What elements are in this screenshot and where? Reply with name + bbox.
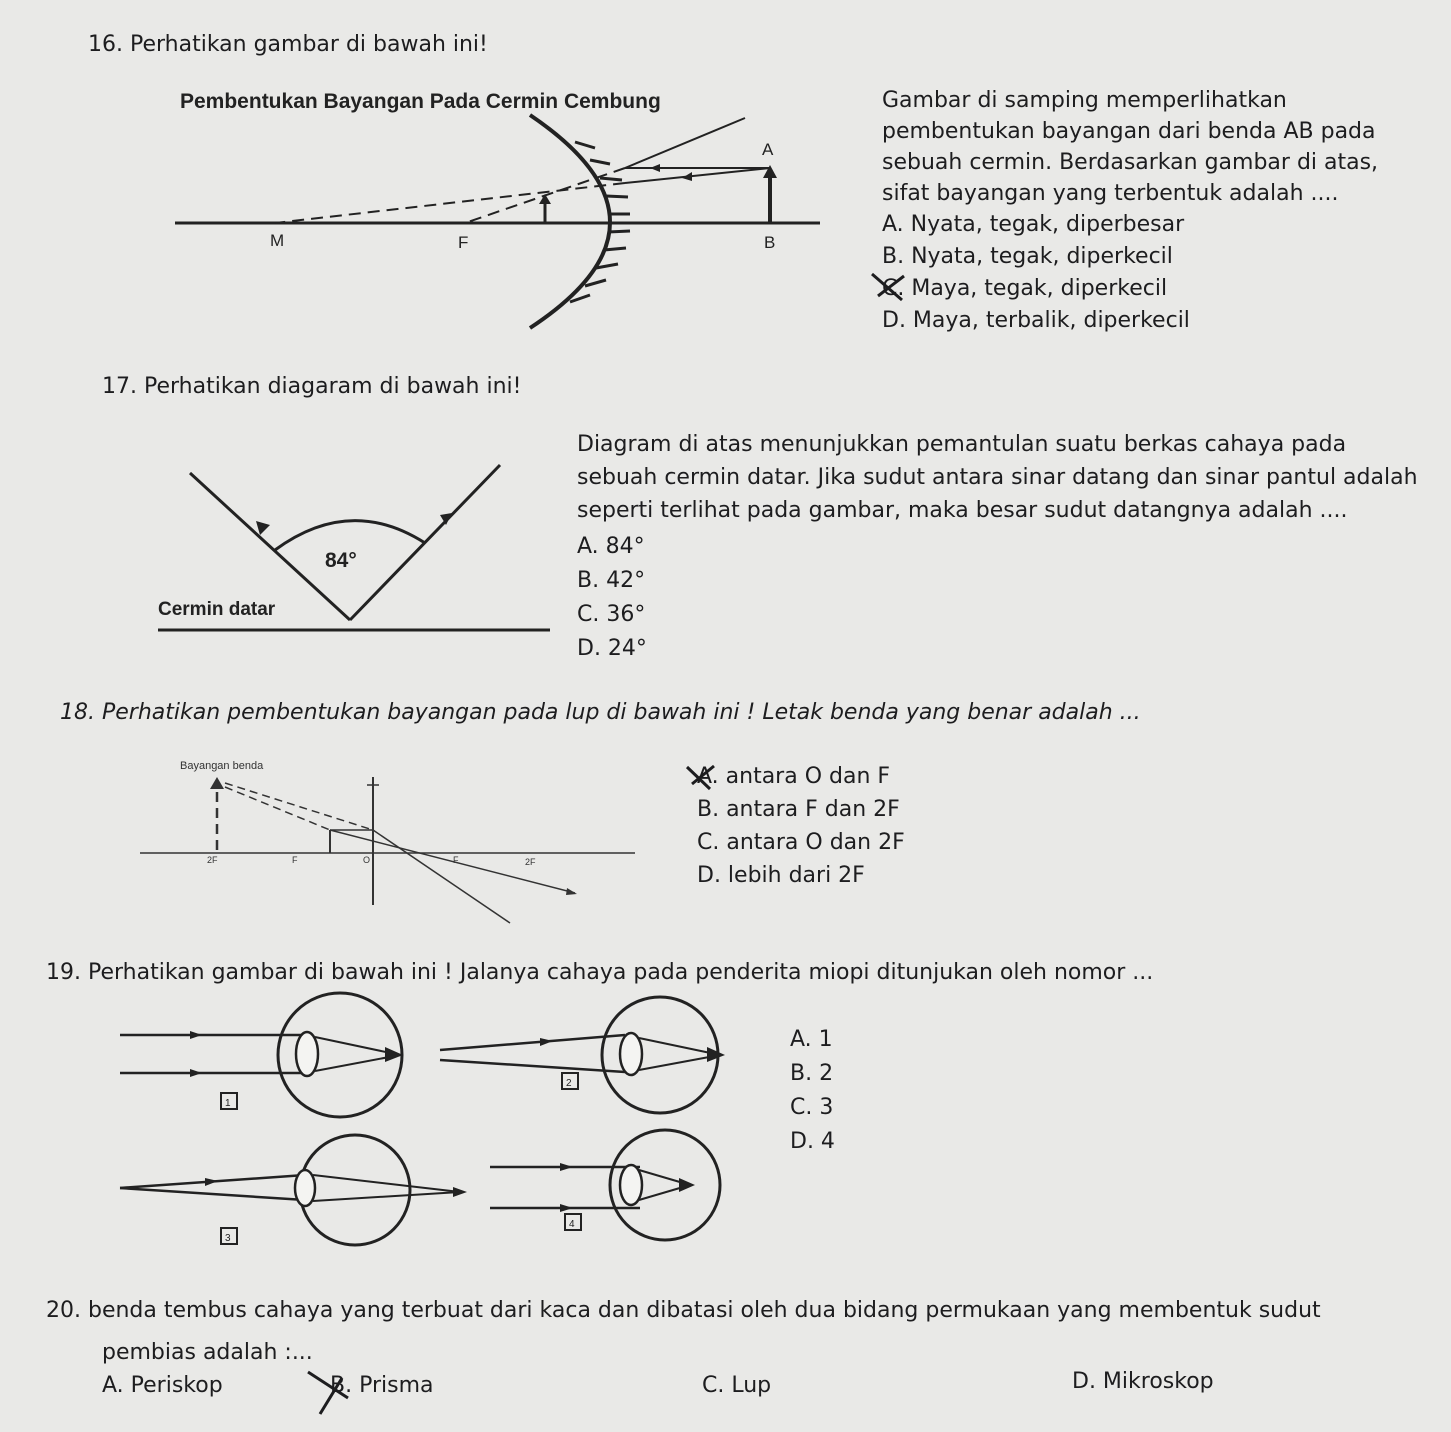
q16-paragraph-line-3: sebuah cermin. Berdasarkan gambar di atas, [882, 150, 1379, 175]
cross-mark-icon [300, 1368, 360, 1418]
q20-heading-line-1: 20. benda tembus cahaya yang terbuat dari kaca dan dibatasi oleh dua bidang permukaan yang membentuk sudut [46, 1298, 1321, 1323]
axis-2f-right: 2F [525, 857, 536, 867]
label-f: F [458, 233, 469, 252]
q16-option-b[interactable]: B. Nyata, tegak, diperkecil [882, 244, 1173, 269]
axis-f-left: F [292, 855, 298, 865]
q16-paragraph-line-4: sifat bayangan yang terbentuk adalah .... [882, 181, 1339, 206]
q19-option-b[interactable]: B. 2 [790, 1061, 834, 1086]
q18-heading: 18. Perhatikan pembentukan bayangan pada lup di bawah ini ! Letak benda yang benar adalah ... [60, 700, 1141, 725]
q17-option-a[interactable]: A. 84° [577, 534, 645, 559]
q17-option-d[interactable]: D. 24° [577, 636, 647, 661]
q18-option-d[interactable]: D. lebih dari 2F [697, 863, 865, 888]
label-a: A [762, 140, 774, 159]
q17-paragraph-line-3: seperti terlihat pada gambar, maka besar sudut datangnya adalah .... [577, 498, 1348, 523]
q17-heading: 17. Perhatikan diagaram di bawah ini! [102, 374, 522, 399]
q19-option-c[interactable]: C. 3 [790, 1095, 834, 1120]
mirror-label: Cermin datar [158, 599, 276, 620]
q20-heading-line-2: pembias adalah :... [102, 1340, 313, 1365]
q16-paragraph-line-1: Gambar di samping memperlihatkan [882, 88, 1287, 113]
cross-mark-icon [684, 762, 724, 792]
q20-option-a[interactable]: A. Periskop [102, 1373, 223, 1398]
q19-heading: 19. Perhatikan gambar di bawah ini ! Jalanya cahaya pada penderita miopi ditunjukan oleh nomor ... [46, 960, 1154, 985]
cross-mark-icon [868, 270, 908, 304]
q18-option-a[interactable]: A. antara O dan F [697, 764, 891, 789]
eye-diagram-3 [115, 1140, 475, 1245]
figure-number-4: 4 [569, 1219, 575, 1230]
image-label: Bayangan benda [180, 760, 264, 772]
q20-option-b[interactable]: B. Prisma [330, 1373, 434, 1398]
axis-f-right: F [453, 855, 459, 865]
q19-option-a[interactable]: A. 1 [790, 1027, 833, 1052]
q17-paragraph-line-1: Diagram di atas menunjukkan pemantulan suatu berkas cahaya pada [577, 432, 1347, 457]
label-b: B [764, 233, 776, 252]
q18-option-c[interactable]: C. antara O dan 2F [697, 830, 905, 855]
eye-diagram-1 [115, 1010, 415, 1120]
q19-option-d[interactable]: D. 4 [790, 1129, 835, 1154]
magnifier-diagram [135, 755, 645, 930]
q18-option-b[interactable]: B. antara F dan 2F [697, 797, 900, 822]
q16-option-c[interactable]: C. Maya, tegak, diperkecil [882, 276, 1168, 301]
axis-o: O [363, 855, 371, 865]
q20-option-d[interactable]: D. Mikroskop [1072, 1369, 1214, 1394]
eye-diagram-2 [435, 1010, 745, 1115]
q16-option-d[interactable]: D. Maya, terbalik, diperkecil [882, 308, 1190, 333]
convex-mirror-diagram [170, 80, 850, 350]
figure-number-3: 3 [225, 1233, 231, 1244]
q17-paragraph-line-2: sebuah cermin datar. Jika sudut antara sinar datang dan sinar pantul adalah [577, 465, 1418, 490]
plane-mirror-diagram [150, 455, 560, 665]
q16-heading: 16. Perhatikan gambar di bawah ini! [88, 32, 488, 57]
q20-option-c[interactable]: C. Lup [702, 1373, 772, 1398]
figure-number-2: 2 [566, 1078, 572, 1089]
q17-option-b[interactable]: B. 42° [577, 568, 646, 593]
angle-label: 84° [325, 549, 357, 572]
q16-paragraph-line-2: pembentukan bayangan dari benda AB pada [882, 119, 1376, 144]
figure-title: Pembentukan Bayangan Pada Cermin Cembung [180, 90, 661, 113]
eye-diagram-4 [485, 1140, 735, 1245]
q16-option-a[interactable]: A. Nyata, tegak, diperbesar [882, 212, 1185, 237]
label-m: M [270, 231, 285, 250]
q17-option-c[interactable]: C. 36° [577, 602, 646, 627]
axis-2f-left: 2F [207, 855, 218, 865]
figure-number-1: 1 [225, 1098, 231, 1109]
